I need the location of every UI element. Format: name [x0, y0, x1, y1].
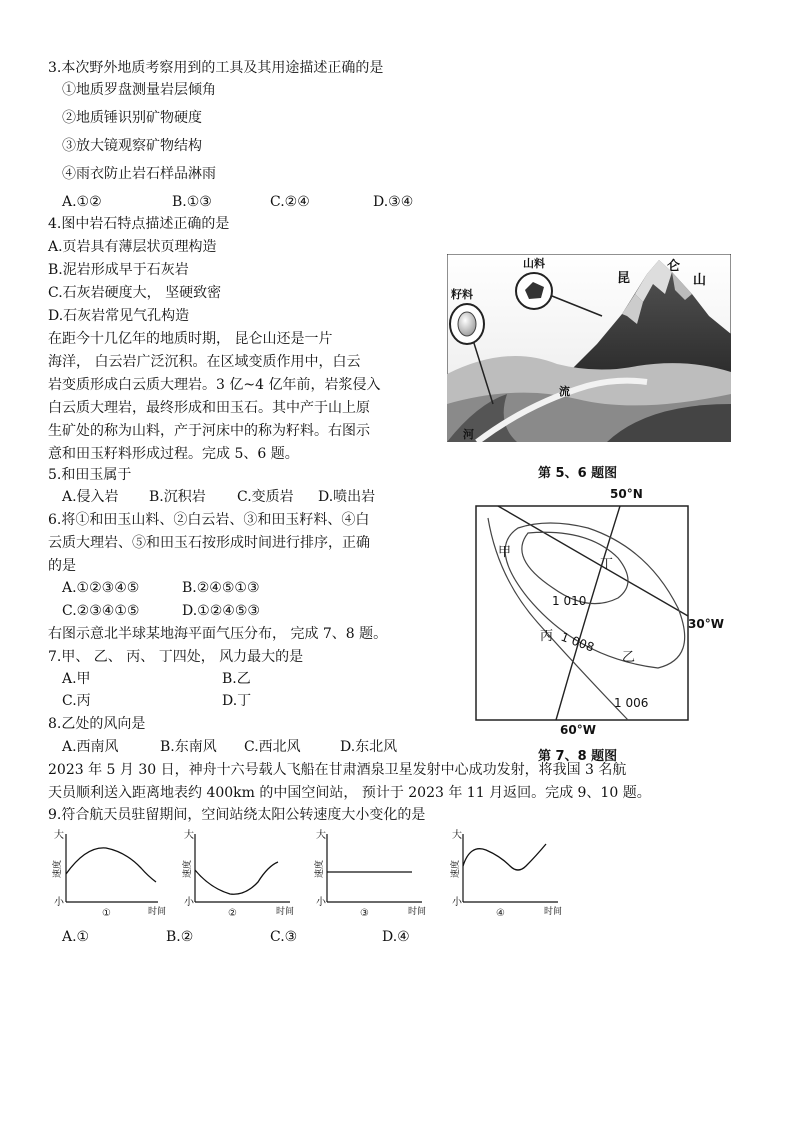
q3-item-1: ①地质罗盘测量岩层倾角 — [62, 82, 216, 98]
q6-option-b: B.②④⑤①③ — [182, 580, 260, 596]
q9-stem: 9.符合航天员驻留期间，空间站绕太阳公转速度大小变化的是 — [48, 807, 426, 823]
q9-graph-1-speed: 速度 — [53, 859, 63, 878]
fig78-caption: 第 7、8 题图 — [538, 749, 618, 764]
q3-option-a: A.①② — [62, 194, 102, 210]
q9-graph-2-id: ② — [228, 908, 237, 919]
intro78: 右图示意北半球某地海平面气压分布， 完成 7、8 题。 — [48, 626, 388, 642]
passage56-line-3: 岩变质形成白云质大理岩。3 亿~4 亿年前，岩浆侵入 — [48, 377, 381, 393]
q4-option-d: D.石灰岩常见气孔构造 — [48, 308, 190, 324]
fig78-label-lon2: 60°W — [560, 723, 596, 737]
q9-option-a: A.① — [62, 929, 90, 945]
fig56-label-shan: 山 — [693, 273, 707, 288]
q9-option-d: D.④ — [382, 929, 410, 945]
q9-graph-4 — [448, 826, 573, 920]
q9-graph-4-speed: 速度 — [451, 859, 461, 878]
q3-option-c: C.②④ — [270, 194, 310, 210]
fig78-isobar-map — [468, 488, 728, 744]
fig56-label-ziliao: 籽料 — [451, 288, 473, 301]
q9-graph-3-small: 小 — [316, 897, 326, 908]
fig56-caption: 第 5、6 题图 — [538, 466, 618, 481]
fig78-isobar-1006: 1 006 — [614, 696, 649, 710]
passage56-line-4: 白云质大理岩，最终形成和田玉石。其中产于山上原 — [48, 400, 370, 416]
fig78-label-lat: 50°N — [610, 488, 643, 501]
q9-graph-1-small: 小 — [54, 897, 64, 908]
q6-stem-line-1: 6.将①和田玉山料、②白云岩、③和田玉籽料、④白 — [48, 512, 370, 528]
q8-option-d: D.东北风 — [340, 739, 398, 755]
q6-option-a: A.①②③④⑤ — [62, 580, 140, 596]
q9-graph-4-id: ④ — [496, 908, 505, 919]
fig56-label-lun: 仑 — [667, 259, 681, 274]
q6-stem-line-2: 云质大理岩、⑤和田玉石按形成时间进行排序，正确 — [48, 535, 370, 551]
fig56-label-kun: 昆 — [617, 271, 631, 286]
q9-option-c: C.③ — [270, 929, 298, 945]
q9-graph-3 — [312, 826, 437, 920]
q9-graph-3-time: 时间 — [408, 907, 427, 917]
q8-option-a: A.西南风 — [62, 739, 119, 755]
q5-option-c: C.变质岩 — [237, 489, 294, 505]
fig78-point-bing: 丙 — [540, 629, 554, 644]
q9-option-b: B.② — [166, 929, 194, 945]
q3-item-4: ④雨衣防止岩石样品淋雨 — [62, 166, 216, 182]
q3-option-b: B.①③ — [172, 194, 212, 210]
q8-stem: 8.乙处的风向是 — [48, 716, 146, 732]
q9-graph-3-big: 大 — [316, 830, 326, 841]
q8-option-c: C.西北风 — [244, 739, 301, 755]
passage56-line-1: 在距今十几亿年的地质时期， 昆仑山还是一片 — [48, 331, 333, 347]
passage910-line-2: 天员顺利送入距离地表约 400km 的中国空间站， 预计于 2023 年 11 月返回。完成 9、10 题。 — [48, 785, 651, 801]
q6-stem-line-3: 的是 — [48, 558, 76, 574]
q9-graph-2-speed: 速度 — [183, 859, 193, 878]
passage56-line-2: 海洋， 白云岩广泛沉积。在区域变质作用中，白云 — [48, 354, 361, 370]
fig78-isobar-1008: 1 008 — [558, 629, 597, 655]
q9-graph-4-big: 大 — [452, 830, 462, 841]
q7-option-a: A.甲 — [62, 671, 91, 687]
q9-graph-1-time: 时间 — [148, 907, 167, 917]
passage910-line-1: 2023 年 5 月 30 日，神舟十六号载人飞船在甘肃酒泉卫星发射中心成功发射，将我国 3 名航 — [48, 762, 627, 778]
fig78-isobar-1010: 1 010 — [552, 594, 587, 608]
fig78-point-ding: 丁 — [600, 557, 614, 572]
q7-option-d: D.丁 — [222, 693, 252, 709]
q4-option-a: A.页岩具有薄层状页理构造 — [48, 239, 217, 255]
q3-item-3: ③放大镜观察矿物结构 — [62, 138, 202, 154]
q6-option-c: C.②③④①⑤ — [62, 603, 140, 619]
q5-option-b: B.沉积岩 — [149, 489, 206, 505]
q9-graph-3-id: ③ — [360, 908, 369, 919]
passage56-line-5: 生矿处的称为山料，产于河床中的称为籽料。右图示 — [48, 423, 370, 439]
fig56-label-he: 河 — [463, 428, 474, 441]
fig56-label-shanliao: 山料 — [523, 257, 545, 270]
fig56-mountain-illustration — [447, 254, 731, 442]
q9-graph-1-big: 大 — [54, 830, 64, 841]
q5-option-a: A.侵入岩 — [62, 489, 119, 505]
q7-option-c: C.丙 — [62, 693, 91, 709]
q4-option-c: C.石灰岩硬度大， 坚硬致密 — [48, 285, 222, 301]
q4-option-b: B.泥岩形成早于石灰岩 — [48, 262, 189, 278]
q7-option-b: B.乙 — [222, 671, 251, 687]
q9-graph-2-time: 时间 — [276, 907, 295, 917]
q9-graph-2 — [180, 826, 305, 920]
q3-option-d: D.③④ — [373, 194, 414, 210]
fig78-point-yi: 乙 — [622, 650, 636, 665]
q8-option-b: B.东南风 — [160, 739, 217, 755]
fig78-point-jia: 甲 — [498, 545, 512, 560]
q9-graph-4-small: 小 — [452, 897, 462, 908]
q3-stem: 3.本次野外地质考察用到的工具及其用途描述正确的是 — [48, 60, 384, 76]
q7-stem: 7.甲、 乙、 丙、 丁四处， 风力最大的是 — [48, 649, 304, 665]
q9-graph-3-speed: 速度 — [315, 859, 325, 878]
q5-option-d: D.喷出岩 — [318, 489, 376, 505]
q9-graph-2-small: 小 — [184, 897, 194, 908]
fig78-label-lon1: 30°W — [688, 617, 724, 631]
q9-graph-4-time: 时间 — [544, 907, 563, 917]
q6-option-d: D.①②④⑤③ — [182, 603, 260, 619]
q5-stem: 5.和田玉属于 — [48, 467, 132, 483]
fig56-label-liu: 流 — [559, 385, 570, 398]
q9-graph-1 — [46, 826, 171, 920]
q3-item-2: ②地质锤识别矿物硬度 — [62, 110, 202, 126]
q4-stem: 4.图中岩石特点描述正确的是 — [48, 216, 230, 232]
q9-graph-2-big: 大 — [184, 830, 194, 841]
q9-graph-1-id: ① — [102, 908, 111, 919]
passage56-line-6: 意和田玉籽料形成过程。完成 5、6 题。 — [48, 446, 299, 462]
